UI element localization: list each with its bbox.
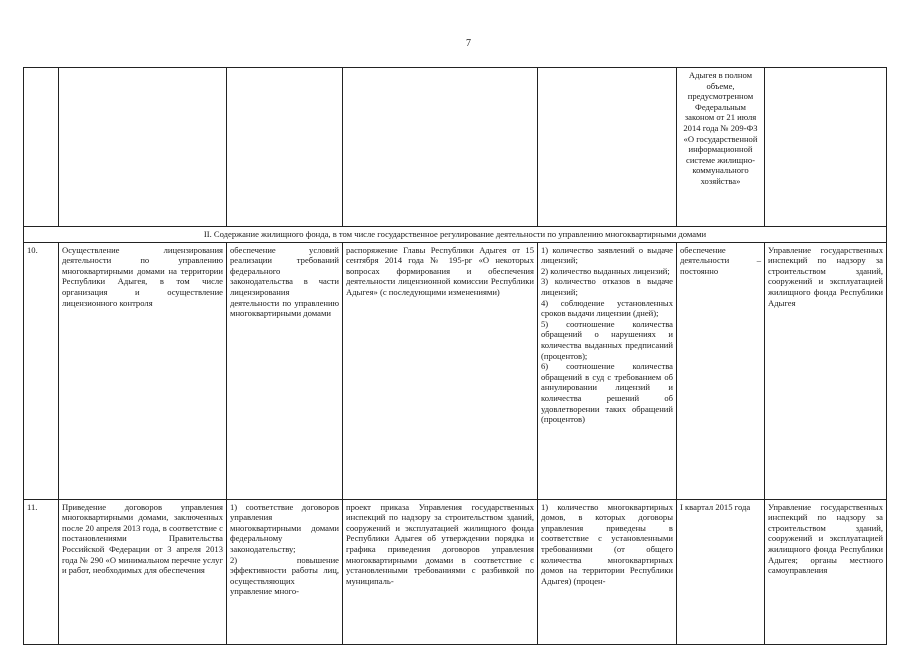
table-row (24, 242, 887, 499)
cell-measure: Приведение договоров управления многоквартирными домами, заключенных после 20 апреля 2013 года, в соответствие с постановлениями Правительства Российской Федерации от 3 апреля 2013 года № 290 «О минимальном перечне услуг и работ, необходимых для обеспечения (59, 499, 227, 644)
cell-indicators: 1) количество заявлений о выдаче лицензий; 2) количество выданных лицензий; 3) количество отказов в выдаче лицензий; 4) соблюдение установленных сроков выдачи лицензии (дней); 5) соотношение количества обращений о нарушениях и количества выданных предписаний (процентов); 6) соотношение количества обращений в суд с требованием об аннулировании лицензий и количества решений об удовлетворении таких обращений (процентов) (538, 242, 677, 499)
cell-term: обеспечение деятельности – постоянно (677, 242, 765, 499)
table-row (24, 499, 887, 644)
cell-term: I квартал 2015 года (677, 499, 765, 644)
page-number: 7 (466, 38, 471, 49)
cell-number: 10. (24, 242, 59, 499)
cell-executor: Управление государственных инспекций по надзору за строительством зданий, сооружений и эксплуатацией жилищного фонда Республики Адыгея (765, 242, 887, 499)
cell-empty (24, 68, 59, 227)
cell-empty (538, 68, 677, 227)
cell-measure: Осуществление лицензирования деятельности по управлению многоквартирными домами на территории Республики Адыгея, в том числе организация и осуществление лицензионного контроля (59, 242, 227, 499)
cell-indicators: 1) количество многоквартирных домов, в которых договоры управления приведены в соответствие с установленными требованиями (от общего количества многоквартирных домов на территории Республики Адыгея) (процен- (538, 499, 677, 644)
cell-act: проект приказа Управления государственных инспекций по надзору за строительством зданий, сооружений и эксплуатацией жилищного фонда Республики Адыгея об утверждении порядка и графика приведения договоров управления многоквартирными домами в соответствие с установленными требованиями с разбивкой по муниципаль- (343, 499, 538, 644)
section-row (24, 227, 887, 243)
cell-empty (227, 68, 343, 227)
measures-table (23, 67, 887, 645)
cell-term-continued: Адыгея в полном объеме, предусмотренном Федеральным законом от 21 июля 2014 года № 209-ФЗ «О государственной информационной системе жилищно-коммунального хозяйства» (677, 68, 765, 227)
section-title: II. Содержание жилищного фонда, в том числе государственное регулирование деятельности по управлению многоквартирными домами (24, 227, 887, 243)
cell-empty (343, 68, 538, 227)
cell-result: 1) соответствие договоров управления многоквартирными домами федеральному законодательству; 2) повышение эффективности работы лиц, осуществляющих управление много- (227, 499, 343, 644)
cell-number: 11. (24, 499, 59, 644)
cell-act: распоряжение Главы Республики Адыгея от 15 сентября 2014 года № 195-рг «О некоторых вопросах формирования и обеспечения деятельности лицензионной комиссии Республики Адыгея» (с последующими изменениями) (343, 242, 538, 499)
cell-executor: Управление государственных инспекций по надзору за строительством зданий, сооружений и эксплуатацией жилищного фонда Республики Адыгея; органы местного самоуправления (765, 499, 887, 644)
cell-result: обеспечение условий реализации требований федерального законодательства в части лицензирования деятельности по управлению многоквартирными домами (227, 242, 343, 499)
table-row-continuation (24, 68, 887, 227)
cell-empty (765, 68, 887, 227)
cell-empty (59, 68, 227, 227)
